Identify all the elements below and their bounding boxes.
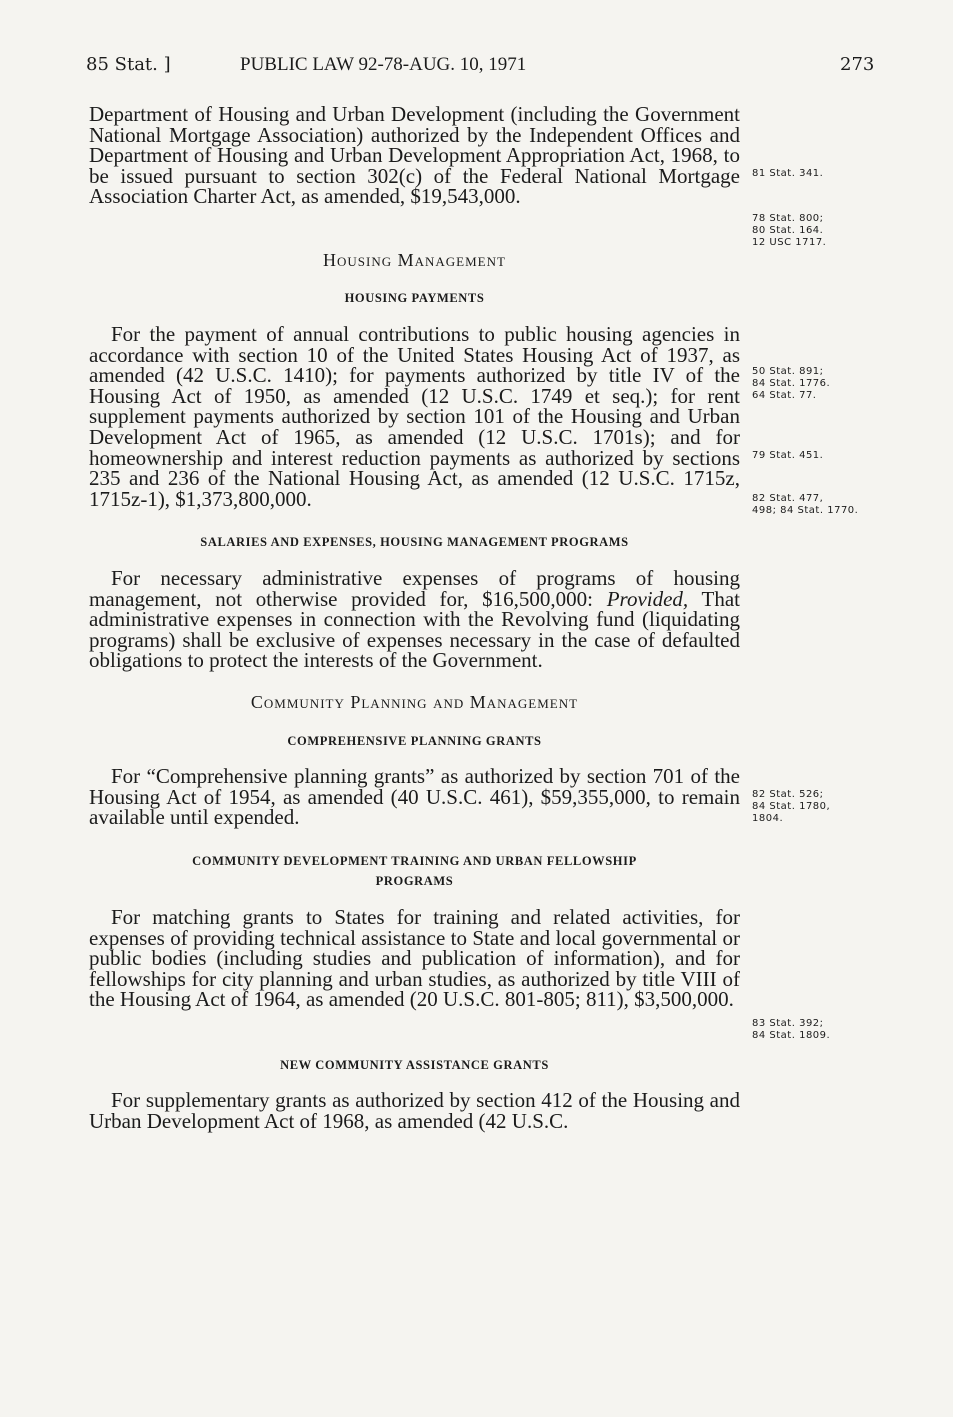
margin-note-line: 84 Stat. 1809.	[752, 1030, 831, 1041]
margin-note-line: 82 Stat. 526;	[752, 789, 824, 800]
header-title: PUBLIC LAW 92-78-AUG. 10, 1971	[240, 54, 527, 75]
heading-housing-management: Housing Management	[323, 250, 506, 270]
margin-note-line: 50 Stat. 891;	[752, 366, 824, 377]
heading-comprehensive-planning-grants: COMPREHENSIVE PLANNING GRANTS	[287, 734, 542, 748]
header-statute-volume: 85 Stat. ]	[86, 54, 171, 75]
margin-note-line: 12 USC 1717.	[752, 237, 827, 248]
heading-training-line-2: PROGRAMS	[375, 874, 454, 888]
paragraph-salaries-text-2: That administrative expenses in connection with the Revolving fund (liquidating programs) shall be exclusive of expenses necessary in the case of defaulted obligations to protect the interests of the Government.	[89, 586, 740, 673]
margin-note-line: 1804.	[752, 813, 784, 824]
margin-note	[752, 1018, 902, 1042]
margin-note-line: 82 Stat. 477,	[752, 493, 824, 504]
margin-note-line: 84 Stat. 1776.	[752, 378, 831, 389]
heading-community-planning: Community Planning and Management	[250, 692, 579, 712]
margin-note-line: 64 Stat. 77.	[752, 390, 817, 401]
margin-note-line: 78 Stat. 800;	[752, 213, 824, 224]
margin-note-line: 80 Stat. 164.	[752, 225, 824, 236]
margin-note	[752, 366, 902, 402]
margin-note	[752, 213, 902, 249]
margin-note-line: 498; 84 Stat. 1770.	[752, 505, 859, 516]
margin-note	[752, 450, 902, 462]
margin-note-line: 81 Stat. 341.	[752, 168, 824, 179]
margin-note-line: 79 Stat. 451.	[752, 450, 824, 461]
heading-training-line-1: COMMUNITY DEVELOPMENT TRAINING AND URBAN FELLOWSHIP	[192, 854, 637, 868]
heading-salaries-expenses: SALARIES AND EXPENSES, HOUSING MANAGEMENT PROGRAMS	[200, 535, 629, 549]
paragraph-new-community: For supplementary grants as authorized by section 412 of the Housing and Urban Development Act of 1968, as amended (42 U.S.C.	[89, 1088, 740, 1133]
margin-note	[752, 168, 902, 180]
margin-note	[752, 493, 902, 517]
heading-training-fellowship	[89, 851, 740, 891]
heading-new-community-grants: NEW COMMUNITY ASSISTANCE GRANTS	[280, 1058, 549, 1072]
page-number: 273	[840, 54, 875, 75]
margin-note	[752, 789, 902, 825]
paragraph-gnma: Department of Housing and Urban Development (including the Government National Mortgage Association) authorized by the Independent Offices and Department of Housing and Urban Development Appropriation Act, 1968, to be issued pursuant to section 302(c) of the Federal National Mortgage Association Charter Act, as amended, $19,543,000.	[89, 102, 740, 209]
paragraph-comprehensive-planning: For “Comprehensive planning grants” as authorized by section 701 of the Housing Act of 1954, as amended (40 U.S.C. 461), $59,355,000, to remain available until expended.	[89, 764, 740, 830]
margin-note-line: 83 Stat. 392;	[752, 1018, 824, 1029]
paragraph-salaries-text-1: For necessary administrative expenses of programs of housing management, not otherwise provided for, $16,500,000:	[89, 566, 740, 611]
paragraph-training-grants: For matching grants to States for training and related activities, for expenses of providing technical assistance to State and local governmental or public bodies (including studies and publication of information), and for fellowships for city planning and urban studies, as authorized by title VIII of the Housing Act of 1964, as amended (20 U.S.C. 801-805; 811), $3,500,000.	[89, 905, 740, 1012]
paragraph-housing-payments: For the payment of annual contributions to public housing agencies in accordance with section 10 of the United States Housing Act of 1937, as amended (42 U.S.C. 1410); for payments authorized by title IV of the Housing Act of 1950, as amended (12 U.S.C. 1749 et seq.); for rent supplement payments authorized by section 101 of the Housing and Urban Development Act of 1965, as amended (12 U.S.C. 1701s); and for homeownership and interest reduction payments as authorized by sections 235 and 236 of the National Housing Act, as amended (12 U.S.C. 1715z, 1715z-1), $1,373,800,000.	[89, 322, 740, 511]
margin-note-line: 84 Stat. 1780,	[752, 801, 831, 812]
provided-italic: Provided,	[606, 586, 689, 611]
heading-housing-payments: HOUSING PAYMENTS	[344, 291, 485, 305]
paragraph-salaries-expenses	[89, 568, 740, 671]
